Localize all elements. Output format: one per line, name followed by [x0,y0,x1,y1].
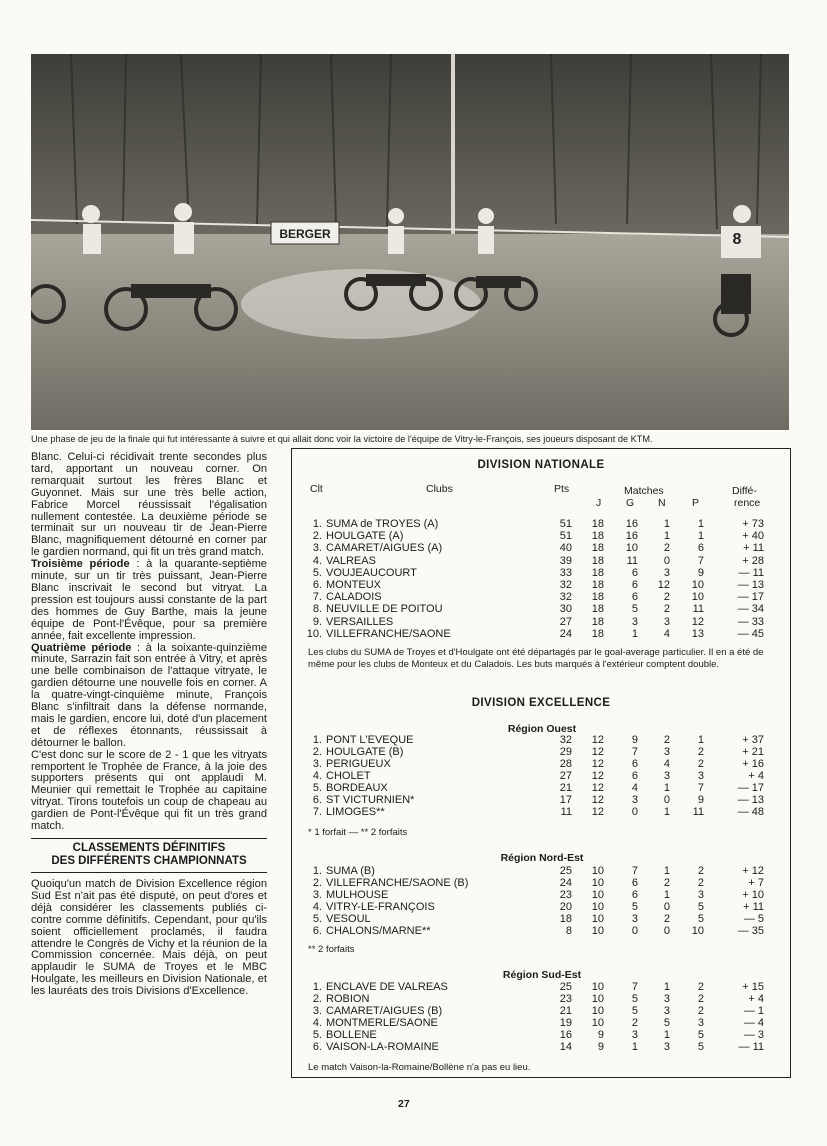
cell-name: VITRY-LE-FRANÇOIS [326,901,435,913]
cell-rank: 2. [312,530,322,543]
cell-g: 6 [631,579,638,591]
cell-name: VERSAILLES [326,615,394,628]
cell-g: 1 [631,1041,638,1053]
cell-j: 18 [591,518,604,530]
cell-diff: — 45 [737,627,764,640]
cell-pts: 32 [559,579,572,591]
cell-n: 3 [663,746,670,758]
table-row [292,579,792,591]
cell-diff: — 48 [737,806,764,818]
cell-name: PONT L'EVEQUE [326,734,414,746]
cell-n: 2 [663,603,670,616]
table-row [292,542,792,554]
cell-p: 12 [691,615,704,628]
cell-n: 2 [663,913,670,925]
cell-name: CAMARET/AIGUES (A) [326,542,443,555]
cell-name: ENCLAVE DE VALREAS [326,981,448,993]
table-row [292,993,792,1005]
cell-rank: 6. [312,579,322,591]
article-paragraph: Quoiqu'un match de Division Excellence région Sud Est n'ait pas été disputé, on peut d'ores et déjà considérer les classements publiés ci-contre comme définitifs. Cependant, pour qu'ils soient officiellement proclamés, il faudra attendre le Congrès de Vichy et la réunion de la Commission concernée. Mais déjà, on peut applaudir le SUMA de Troyes et le MBC Houlgate, les meilleurs en Division Nationale, et les lauréats des trois Divisions d'Excellence. [31,878,267,998]
cell-pts: 24 [559,627,572,640]
division-excellence-title: DIVISION EXCELLENCE [471,697,611,709]
table-row [292,628,792,640]
cell-rank: 3. [312,1005,322,1017]
cell-n: 0 [663,794,670,806]
cell-diff: + 11 [743,901,764,913]
cell-p: 7 [697,782,704,794]
cell-n: 4 [663,758,670,770]
standings-box [291,448,791,1078]
cell-pts: 23 [559,889,572,901]
cell-rank: 4. [312,901,322,913]
cell-n: 1 [663,782,670,794]
cell-g: 3 [631,1029,638,1041]
cell-p: 1 [697,734,704,746]
cell-pts: 21 [559,1005,572,1017]
cell-diff: — 11 [738,1041,764,1053]
cell-rank: 9. [312,615,322,628]
cell-j: 10 [591,993,604,1005]
region-ouest-note: * 1 forfait — ** 2 forfaits [308,827,408,838]
cell-g: 3 [631,615,638,628]
cell-pts: 32 [559,734,572,746]
table-row [292,1041,792,1053]
cell-name: SUMA (B) [326,865,375,877]
cell-j: 12 [591,794,604,806]
cell-diff: — 17 [737,782,764,794]
cell-j: 9 [597,1029,604,1041]
cell-g: 4 [631,782,638,794]
cell-pts: 32 [559,591,572,604]
division-nationale-title: DIVISION NATIONALE [477,459,605,471]
header-diff-1: Diffé- [732,485,757,497]
table-row [292,877,792,889]
table-row [292,567,792,579]
cell-g: 7 [631,865,638,877]
cell-pts: 11 [560,806,572,818]
cell-rank: 1. [312,865,322,877]
header-matches: Matches [624,485,664,497]
cell-g: 6 [631,758,638,770]
cell-rank: 7. [312,591,322,604]
cell-j: 18 [591,542,604,555]
cell-rank: 5. [312,782,322,794]
cell-j: 12 [591,758,604,770]
cell-diff: + 10 [742,889,764,901]
cell-n: 2 [663,542,670,555]
table-row [292,518,792,530]
cell-p: 2 [697,877,704,889]
cell-g: 6 [631,877,638,889]
cell-name: VESOUL [326,913,371,925]
region-nord-est-title: Région Nord-Est [500,852,584,864]
cell-p: 5 [697,1041,704,1053]
cell-name: BOLLENE [326,1029,377,1041]
cell-g: 7 [631,981,638,993]
cell-n: 2 [663,734,670,746]
photo-caption: Une phase de jeu de la finale qui fut intéressante à suivre et qui allait donc voir la victoire de l'équipe de Vitry-le-François, ses joueurs disposant de KTM. [31,434,653,444]
period-heading: Quatrième période [31,641,132,654]
table-row [292,981,792,993]
cell-diff: — 11 [738,566,764,579]
cell-p: 2 [697,1005,704,1017]
region-nord-est-note: ** 2 forfaits [308,944,355,955]
cell-n: 3 [663,1005,670,1017]
cell-name: MULHOUSE [326,889,389,901]
cell-pts: 23 [559,993,572,1005]
cell-p: 1 [697,530,704,543]
cell-n: 3 [663,993,670,1005]
cell-g: 6 [631,889,638,901]
cell-rank: 5. [312,566,322,579]
cell-g: 5 [631,1005,638,1017]
cell-n: 1 [663,806,670,818]
cell-rank: 1. [312,981,322,993]
cell-name: CHOLET [326,770,371,782]
cell-rank: 2. [312,746,322,758]
table-row [292,889,792,901]
cell-g: 5 [631,603,638,616]
header-clt: Clt [310,483,323,495]
cell-name: CAMARET/AIGUES (B) [326,1005,443,1017]
cell-n: 0 [663,554,670,567]
cell-name: HOULGATE (A) [326,530,404,543]
cell-j: 18 [591,554,604,567]
cell-diff: + 16 [742,758,764,770]
cell-p: 10 [691,591,704,604]
cell-name: MONTMERLE/SAONE [326,1017,438,1029]
cell-diff: — 33 [737,615,764,628]
cell-diff: — 17 [737,591,764,604]
cell-rank: 8. [312,603,322,616]
cell-g: 0 [631,925,638,937]
cell-n: 0 [663,925,670,937]
cell-rank: 1. [312,734,322,746]
region-sud-est-note: Le match Vaison-la-Romaine/Bollène n'a pas eu lieu. [308,1062,531,1073]
cell-rank: 3. [312,889,322,901]
cell-name: CALADOIS [326,591,382,604]
cell-p: 13 [691,627,704,640]
article-paragraph: Quatrième période : à la soixante-quinzième minute, Sarrazin fait son entrée à Vitry, et après une belle combinaison de l'attaque vitryate, le gardien détourne une nouvelle fois en corner. A la quatre-vingt-cinquième minute, François Blanc s'infiltrait dans la défense normande, mais le gardien, encore lui, doté d'un placement et de réflexes étonnants, réussissait à détourner le ballon. [31,641,268,749]
cell-name: NEUVILLE DE POITOU [326,603,443,616]
cell-pts: 29 [559,746,572,758]
nationale-note: Les clubs du SUMA de Troyes et d'Houlgate ont été départagés par le goal-average particulier. Il en a été de même pour les clubs de Monteux et du Caladois. Les buts marqués à l'extérieur comptent double. [308,647,764,670]
cell-p: 3 [697,889,704,901]
cell-name: PERIGUEUX [326,758,391,770]
cell-rank: 7. [312,806,322,818]
cell-p: 5 [697,913,704,925]
match-photo [31,54,789,430]
cell-name: ST VICTURNIEN* [326,794,415,806]
cell-rank: 4. [312,1017,322,1029]
cell-p: 9 [697,794,704,806]
cell-g: 6 [631,591,638,604]
cell-pts: 27 [559,615,572,628]
table-row [292,794,792,806]
cell-n: 0 [663,901,670,913]
cell-g: 16 [625,518,638,530]
cell-j: 10 [591,901,604,913]
cell-pts: 18 [559,913,572,925]
cell-p: 3 [697,1017,704,1029]
cell-n: 2 [663,877,670,889]
cell-rank: 2. [312,993,322,1005]
cell-name: ROBION [326,993,370,1005]
cell-diff: — 4 [743,1017,764,1029]
cell-diff: + 15 [742,981,764,993]
cell-j: 18 [591,615,604,628]
cell-name: VALREAS [326,554,376,567]
table-row [292,591,792,603]
cell-p: 6 [697,542,704,555]
cell-p: 10 [691,925,704,937]
cell-n: 1 [663,1029,670,1041]
cell-pts: 21 [559,782,572,794]
cell-name: CHALONS/MARNE** [326,925,431,937]
cell-diff: + 40 [742,530,764,543]
table-row [292,901,792,913]
header-g: G [626,497,635,509]
cell-j: 18 [591,566,604,579]
cell-name: VILLEFRANCHE/SAONE (B) [326,877,469,889]
cell-g: 3 [631,794,638,806]
table-row [292,1029,792,1041]
cell-j: 10 [591,1005,604,1017]
cell-pts: 19 [559,1017,572,1029]
cell-diff: — 5 [743,913,764,925]
cell-diff: + 21 [742,746,764,758]
cell-pts: 25 [559,981,572,993]
cell-p: 2 [697,758,704,770]
region-sud-est-title: Région Sud-Est [502,969,582,981]
table-row [292,1005,792,1017]
cell-n: 12 [657,579,670,591]
cell-n: 3 [663,1041,670,1053]
cell-n: 3 [663,615,670,628]
cell-pts: 40 [559,542,572,555]
cell-p: 11 [692,806,704,818]
cell-p: 2 [697,865,704,877]
header-pts: Pts [554,483,570,495]
cell-g: 16 [625,530,638,543]
photo-illustration [31,54,789,430]
header-j: J [596,497,602,509]
cell-g: 1 [631,627,638,640]
cell-rank: 2. [312,877,322,889]
table-row [292,1017,792,1029]
cell-j: 10 [591,981,604,993]
cell-rank: 6. [312,1041,322,1053]
cell-n: 3 [663,566,670,579]
cell-rank: 4. [312,770,322,782]
table-row [292,758,792,770]
cell-j: 10 [591,889,604,901]
cell-p: 9 [697,566,704,579]
page-number: 27 [398,1098,410,1110]
cell-name: VAISON-LA-ROMAINE [326,1041,439,1053]
cell-n: 1 [663,981,670,993]
cell-n: 3 [663,770,670,782]
cell-diff: — 34 [737,603,764,616]
cell-pts: 30 [559,603,572,616]
cell-j: 12 [591,734,604,746]
banner-text: BERGER [279,227,331,241]
cell-pts: 27 [559,770,572,782]
cell-diff: + 7 [748,877,764,889]
table-row [292,865,792,877]
cell-p: 5 [697,1029,704,1041]
cell-rank: 3. [312,758,322,770]
table-row [292,530,792,542]
cell-j: 12 [591,770,604,782]
cell-pts: 25 [559,865,572,877]
cell-j: 18 [591,627,604,640]
cell-p: 5 [697,901,704,913]
header-clubs: Clubs [426,483,453,495]
cell-diff: — 13 [737,794,764,806]
cell-p: 11 [692,603,704,616]
cell-diff: + 73 [742,518,764,530]
cell-pts: 16 [559,1029,572,1041]
cell-name: MONTEUX [326,579,381,591]
cell-rank: 5. [312,913,322,925]
header-n: N [658,497,666,509]
cell-j: 18 [591,603,604,616]
cell-rank: 5. [312,1029,322,1041]
cell-g: 10 [625,542,638,555]
cell-n: 2 [663,591,670,604]
cell-name: LIMOGES** [326,806,385,818]
header-diff-2: rence [734,497,761,509]
cell-p: 10 [691,579,704,591]
cell-j: 10 [591,1017,604,1029]
cell-p: 1 [697,518,704,530]
cell-diff: — 13 [737,579,764,591]
cell-g: 7 [631,746,638,758]
cell-p: 2 [697,993,704,1005]
article-paragraph: Troisième période : à la quarante-septième minute, sur un tir très puissant, Jean-Pierre Blanc inscrivait le second but vitryat. La pression est toujours aussi constante de la part des hommes de Guy Barthe, mais la jeune équipe de Pont-l'Évêque, pour sa première année, fait excellente impression. [31,558,267,642]
cell-g: 6 [631,566,638,579]
table-row [292,555,792,567]
cell-p: 2 [697,981,704,993]
cell-rank: 1. [312,518,322,530]
article-paragraph: Blanc. Celui-ci récidivait trente secondes plus tard, apportant un nouveau corner. On remarquait surtout les frères Blanc et Guyonnet. Mais sur une très belle action, Fabrice Morcel réussissait l'égalisation nullement contestée. La deuxième période se terminait sur un nouveau tir de Jean-Pierre Blanc, magnifiquement détourné en corner par le gardien normand, qui fit un très grand match. [31,451,267,559]
cell-name: SUMA de TROYES (A) [326,518,439,530]
cell-pts: 24 [559,877,572,889]
cell-pts: 51 [559,518,572,530]
table-row [292,925,792,937]
table-row [292,603,792,615]
cell-g: 5 [631,901,638,913]
cell-g: 6 [631,770,638,782]
table-row [292,616,792,628]
cell-g: 3 [631,913,638,925]
cell-n: 5 [663,1017,670,1029]
header-p: P [692,497,700,509]
cell-diff: + 37 [742,734,764,746]
cell-diff: + 11 [743,542,764,555]
cell-j: 12 [591,782,604,794]
cell-diff: + 4 [748,770,764,782]
cell-j: 18 [591,591,604,604]
cell-name: VOUJEAUCOURT [326,566,417,579]
cell-rank: 6. [312,925,322,937]
region-ouest-title: Région Ouest [507,723,577,735]
cell-pts: 33 [559,566,572,579]
cell-pts: 8 [565,925,572,937]
table-row [292,806,792,818]
cell-p: 7 [697,554,704,567]
cell-diff: — 1 [743,1005,764,1017]
cell-diff: + 28 [742,554,764,567]
table-row [292,770,792,782]
cell-n: 1 [663,518,670,530]
cell-g: 9 [631,734,638,746]
cell-pts: 28 [559,758,572,770]
cell-rank: 10. [306,627,322,640]
cell-rank: 6. [312,794,322,806]
table-row [292,913,792,925]
cell-p: 3 [697,770,704,782]
rider-number: 8 [732,231,742,248]
table-row [292,782,792,794]
cell-j: 10 [591,913,604,925]
cell-j: 18 [591,530,604,543]
cell-name: BORDEAUX [326,782,388,794]
cell-pts: 51 [559,530,572,543]
cell-n: 1 [663,889,670,901]
cell-name: VILLEFRANCHE/SAONE [326,627,451,640]
cell-diff: — 3 [743,1029,764,1041]
article-paragraph: C'est donc sur le score de 2 - 1 que les vitryats remportent le Trophée de France, à la joie des supporters présents qui ont applaudi M. Meunier qui remettait le Trophée au capitaine vitryat. Tirons toutefois un coup de chapeau au gardien de Pont-l'Évêque qui fit un très grand match. [31,748,267,833]
cell-n: 1 [663,865,670,877]
cell-n: 1 [663,530,670,543]
section-heading: CLASSEMENTS DÉFINITIFS DES DIFFÉRENTS CHAMPIONNATS [31,838,267,873]
cell-g: 5 [631,993,638,1005]
cell-pts: 14 [559,1041,572,1053]
cell-g: 2 [631,1017,638,1029]
table-row [292,734,792,746]
cell-n: 4 [663,627,670,640]
cell-pts: 20 [559,901,572,913]
period-heading: Troisième période [31,558,130,571]
cell-pts: 17 [559,794,572,806]
cell-diff: — 35 [737,925,764,937]
cell-j: 18 [591,579,604,591]
cell-name: HOULGATE (B) [326,746,404,758]
article-column [31,452,267,998]
table-row [292,746,792,758]
cell-j: 10 [591,877,604,889]
cell-j: 9 [597,1041,604,1053]
cell-g: 0 [631,806,638,818]
cell-j: 12 [591,746,604,758]
cell-p: 2 [697,746,704,758]
cell-j: 12 [591,806,604,818]
cell-rank: 3. [312,542,322,555]
cell-diff: + 4 [748,993,764,1005]
cell-j: 10 [591,925,604,937]
cell-g: 11 [626,554,638,567]
cell-rank: 4. [312,554,322,567]
cell-pts: 39 [559,554,572,567]
cell-diff: + 12 [742,865,764,877]
cell-j: 10 [591,865,604,877]
